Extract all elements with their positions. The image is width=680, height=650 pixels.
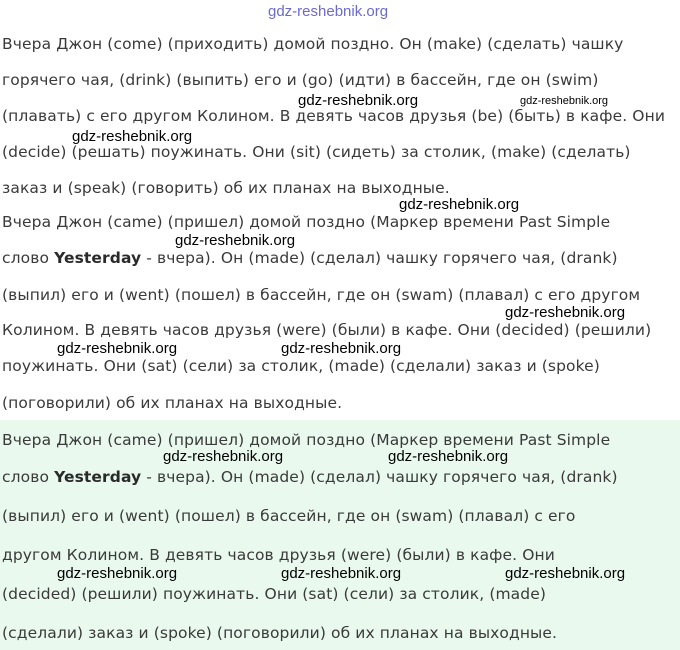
watermark: gdz-reshebnik.org [281,565,402,582]
watermark: gdz-reshebnik.org [520,95,609,107]
watermark: gdz-reshebnik.org [268,3,389,20]
task-line: Вчера Джон (come) (приходить) домой поздно. Он (make) (сделать) чашку [2,35,624,53]
task-line: горячего чая, (drink) (выпить) его и (go) (идти) в бассейн, где он (swim) [2,71,599,89]
answer-line: другом Колином. В девять часов друзья (were) (были) в кафе. Они [2,546,555,564]
explanation-line: поужинать. Они (sat) (сели) за столик, (made) (сделали) заказ и (spoke) [2,357,600,375]
watermark: gdz-reshebnik.org [505,565,626,582]
answer-line: (decided) (решили) поужинать. Они (sat) (сели) за столик, (made) [2,585,546,603]
answer-line: (выпил) его и (went) (пошел) в бассейн, где он (swam) (плавал) с его [2,507,576,525]
watermark: gdz-reshebnik.org [57,565,178,582]
watermark: gdz-reshebnik.org [57,340,178,357]
answer-line: слово Yesterday - вчера). Он (made) (сделал) чашку горячего чая, (drank) [2,468,618,486]
watermark: gdz-reshebnik.org [281,340,402,357]
explanation-line: слово Yesterday - вчера). Он (made) (сделал) чашку горячего чая, (drank) [2,249,618,267]
explanation-line: Вчера Джон (came) (пришел) домой поздно (Маркер времени Past Simple [2,213,611,231]
explanation-line: Колином. В девять часов друзья (were) (были) в кафе. Они (decided) (решили) [2,321,652,339]
task-line: (плавать) с его другом Колином. В девять часов друзья (be) (быть) в кафе. Они [2,107,665,125]
keyword: Yesterday [54,249,142,267]
answer-line: Вчера Джон (came) (пришел) домой поздно (Маркер времени Past Simple [2,431,611,449]
keyword: Yesterday [54,468,142,486]
watermark: gdz-reshebnik.org [298,92,419,109]
watermark: gdz-reshebnik.org [163,448,284,465]
answer-highlight [0,420,680,650]
watermark: gdz-reshebnik.org [399,196,520,213]
explanation-line: (поговорили) об их планах на выходные. [2,394,343,412]
watermark: gdz-reshebnik.org [72,128,193,145]
watermark: gdz-reshebnik.org [175,232,296,249]
explanation-line: (выпил) его и (went) (пошел) в бассейн, где он (swam) (плавал) с его другом [2,286,641,304]
task-line: (decide) (решать) поужинать. Они (sit) (сидеть) за столик, (make) (сделать) [2,143,631,161]
watermark: gdz-reshebnik.org [505,304,626,321]
task-line: заказ и (speak) (говорить) об их планах на выходные. [2,179,450,197]
watermark: gdz-reshebnik.org [388,448,509,465]
answer-line: (сделали) заказ и (spoke) (поговорили) об их планах на выходные. [2,624,558,642]
